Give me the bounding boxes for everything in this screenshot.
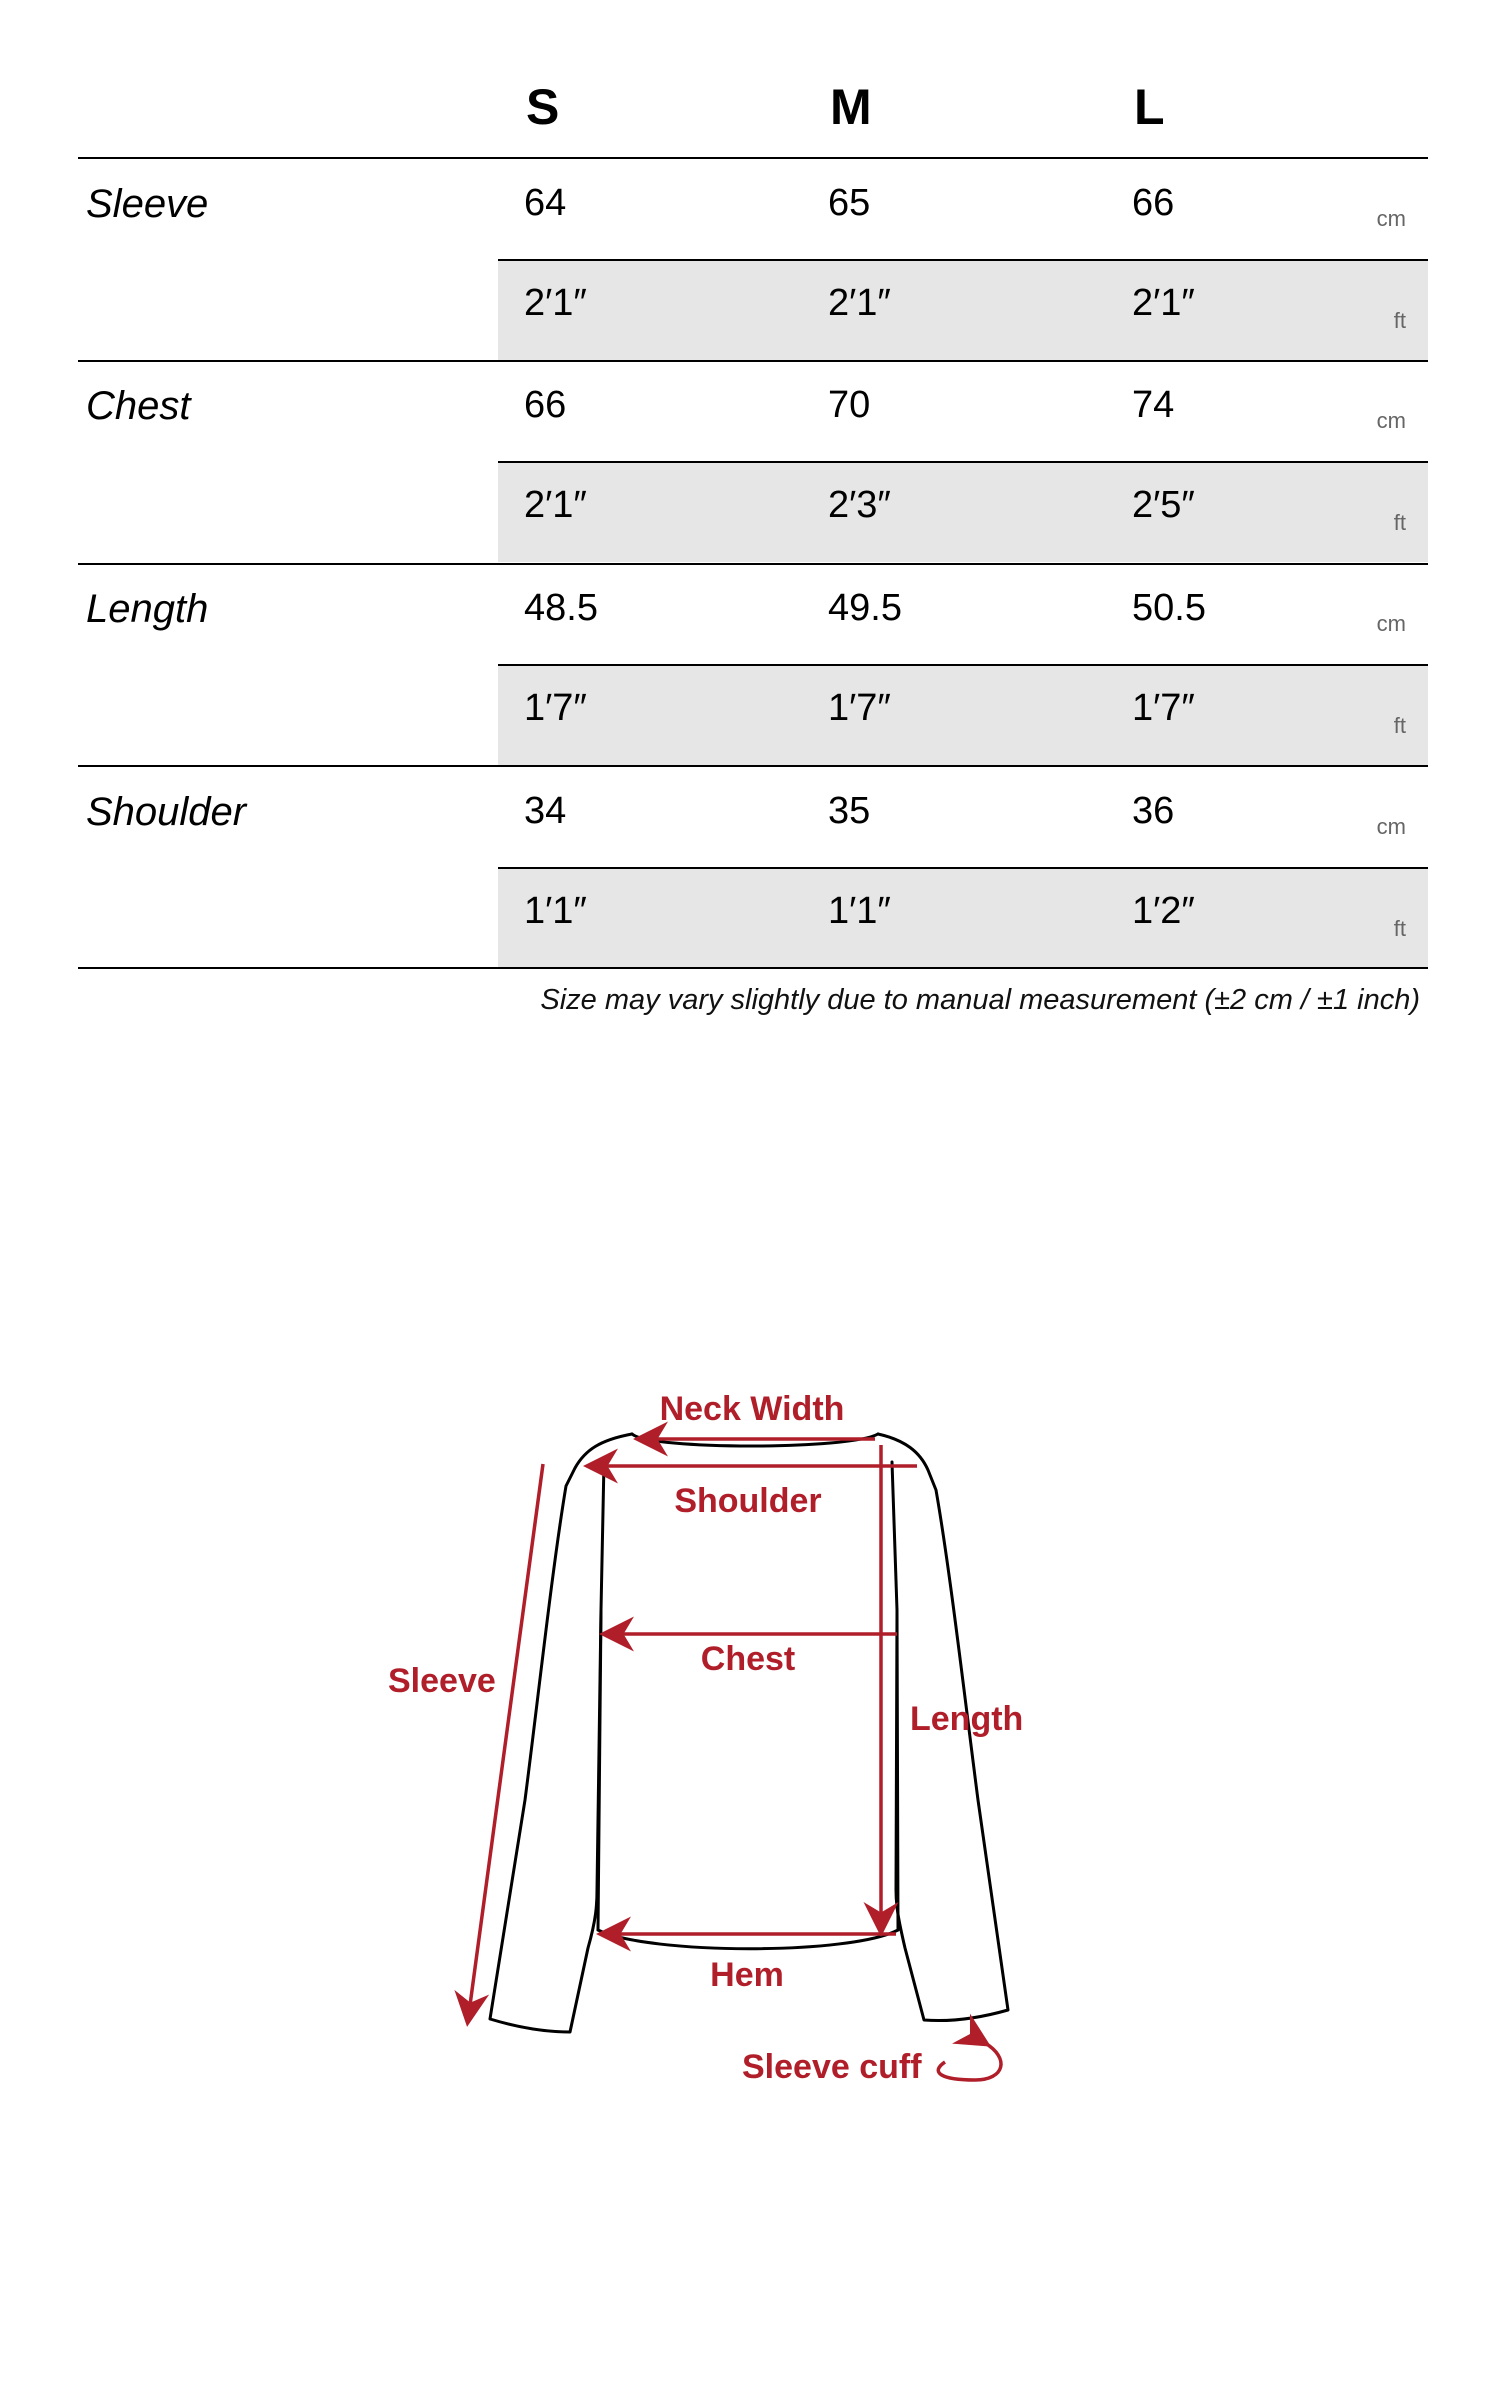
divider bbox=[78, 360, 1428, 362]
sleeve-cuff-arrow bbox=[938, 2043, 1001, 2080]
cell-sleeve-m-ft: 2′1″ bbox=[828, 282, 891, 324]
cell-shoulder-s-cm: 34 bbox=[524, 790, 567, 832]
label-neck-width: Neck Width bbox=[659, 1390, 845, 1428]
cell-length-s-cm: 48.5 bbox=[524, 587, 598, 629]
label-shoulder: Shoulder bbox=[674, 1482, 822, 1520]
unit-ft: ft bbox=[1393, 713, 1406, 738]
cell-shoulder-m-cm: 35 bbox=[828, 790, 871, 832]
unit-cm: cm bbox=[1376, 814, 1406, 839]
ft-row-shade bbox=[498, 868, 1428, 968]
cell-shoulder-l-cm: 36 bbox=[1132, 790, 1175, 832]
divider bbox=[498, 664, 1428, 666]
cell-sleeve-m-cm: 65 bbox=[828, 182, 871, 224]
divider bbox=[498, 259, 1428, 261]
divider bbox=[78, 157, 1428, 159]
cell-chest-s-ft: 2′1″ bbox=[524, 484, 587, 526]
unit-ft: ft bbox=[1393, 510, 1406, 535]
cell-shoulder-m-ft: 1′1″ bbox=[828, 890, 891, 932]
unit-ft: ft bbox=[1393, 916, 1406, 941]
cell-length-s-ft: 1′7″ bbox=[524, 687, 587, 729]
cell-chest-l-cm: 74 bbox=[1132, 384, 1175, 426]
row-label-chest: Chest bbox=[86, 384, 191, 428]
row-label-sleeve: Sleeve bbox=[86, 182, 209, 226]
label-sleeve: Sleeve bbox=[388, 1662, 496, 1700]
cell-chest-l-ft: 2′5″ bbox=[1132, 484, 1195, 526]
unit-cm: cm bbox=[1376, 206, 1406, 231]
cell-sleeve-s-ft: 2′1″ bbox=[524, 282, 587, 324]
divider bbox=[78, 765, 1428, 767]
divider bbox=[498, 867, 1428, 869]
ft-row-shade bbox=[498, 462, 1428, 562]
row-label-length: Length bbox=[86, 587, 209, 631]
cell-length-l-cm: 50.5 bbox=[1132, 587, 1206, 629]
label-sleeve-cuff: Sleeve cuff bbox=[742, 2048, 922, 2086]
label-chest: Chest bbox=[700, 1640, 796, 1678]
cell-length-l-ft: 1′7″ bbox=[1132, 687, 1195, 729]
size-header-m: M bbox=[830, 79, 872, 135]
measurement-note: Size may vary slightly due to manual measurement (±2 cm / ±1 inch) bbox=[540, 984, 1420, 1016]
cell-shoulder-s-ft: 1′1″ bbox=[524, 890, 587, 932]
divider bbox=[78, 967, 1428, 969]
divider bbox=[78, 563, 1428, 565]
label-hem: Hem bbox=[710, 1956, 784, 1994]
cell-sleeve-s-cm: 64 bbox=[524, 182, 567, 224]
cell-length-m-cm: 49.5 bbox=[828, 587, 902, 629]
garment-measurement-diagram bbox=[0, 1300, 1500, 2200]
cell-sleeve-l-cm: 66 bbox=[1132, 182, 1175, 224]
cell-shoulder-l-ft: 1′2″ bbox=[1132, 890, 1195, 932]
divider bbox=[498, 461, 1428, 463]
unit-cm: cm bbox=[1376, 408, 1406, 433]
size-header-l: L bbox=[1134, 79, 1165, 135]
cell-length-m-ft: 1′7″ bbox=[828, 687, 891, 729]
ft-row-shade bbox=[498, 665, 1428, 765]
cell-chest-s-cm: 66 bbox=[524, 384, 567, 426]
cell-chest-m-cm: 70 bbox=[828, 384, 871, 426]
cell-chest-m-ft: 2′3″ bbox=[828, 484, 891, 526]
row-label-shoulder: Shoulder bbox=[86, 790, 247, 834]
unit-cm: cm bbox=[1376, 611, 1406, 636]
ft-row-shade bbox=[498, 260, 1428, 360]
label-length: Length bbox=[910, 1700, 1024, 1738]
size-header-s: S bbox=[526, 79, 560, 135]
unit-ft: ft bbox=[1393, 308, 1406, 333]
cell-sleeve-l-ft: 2′1″ bbox=[1132, 282, 1195, 324]
